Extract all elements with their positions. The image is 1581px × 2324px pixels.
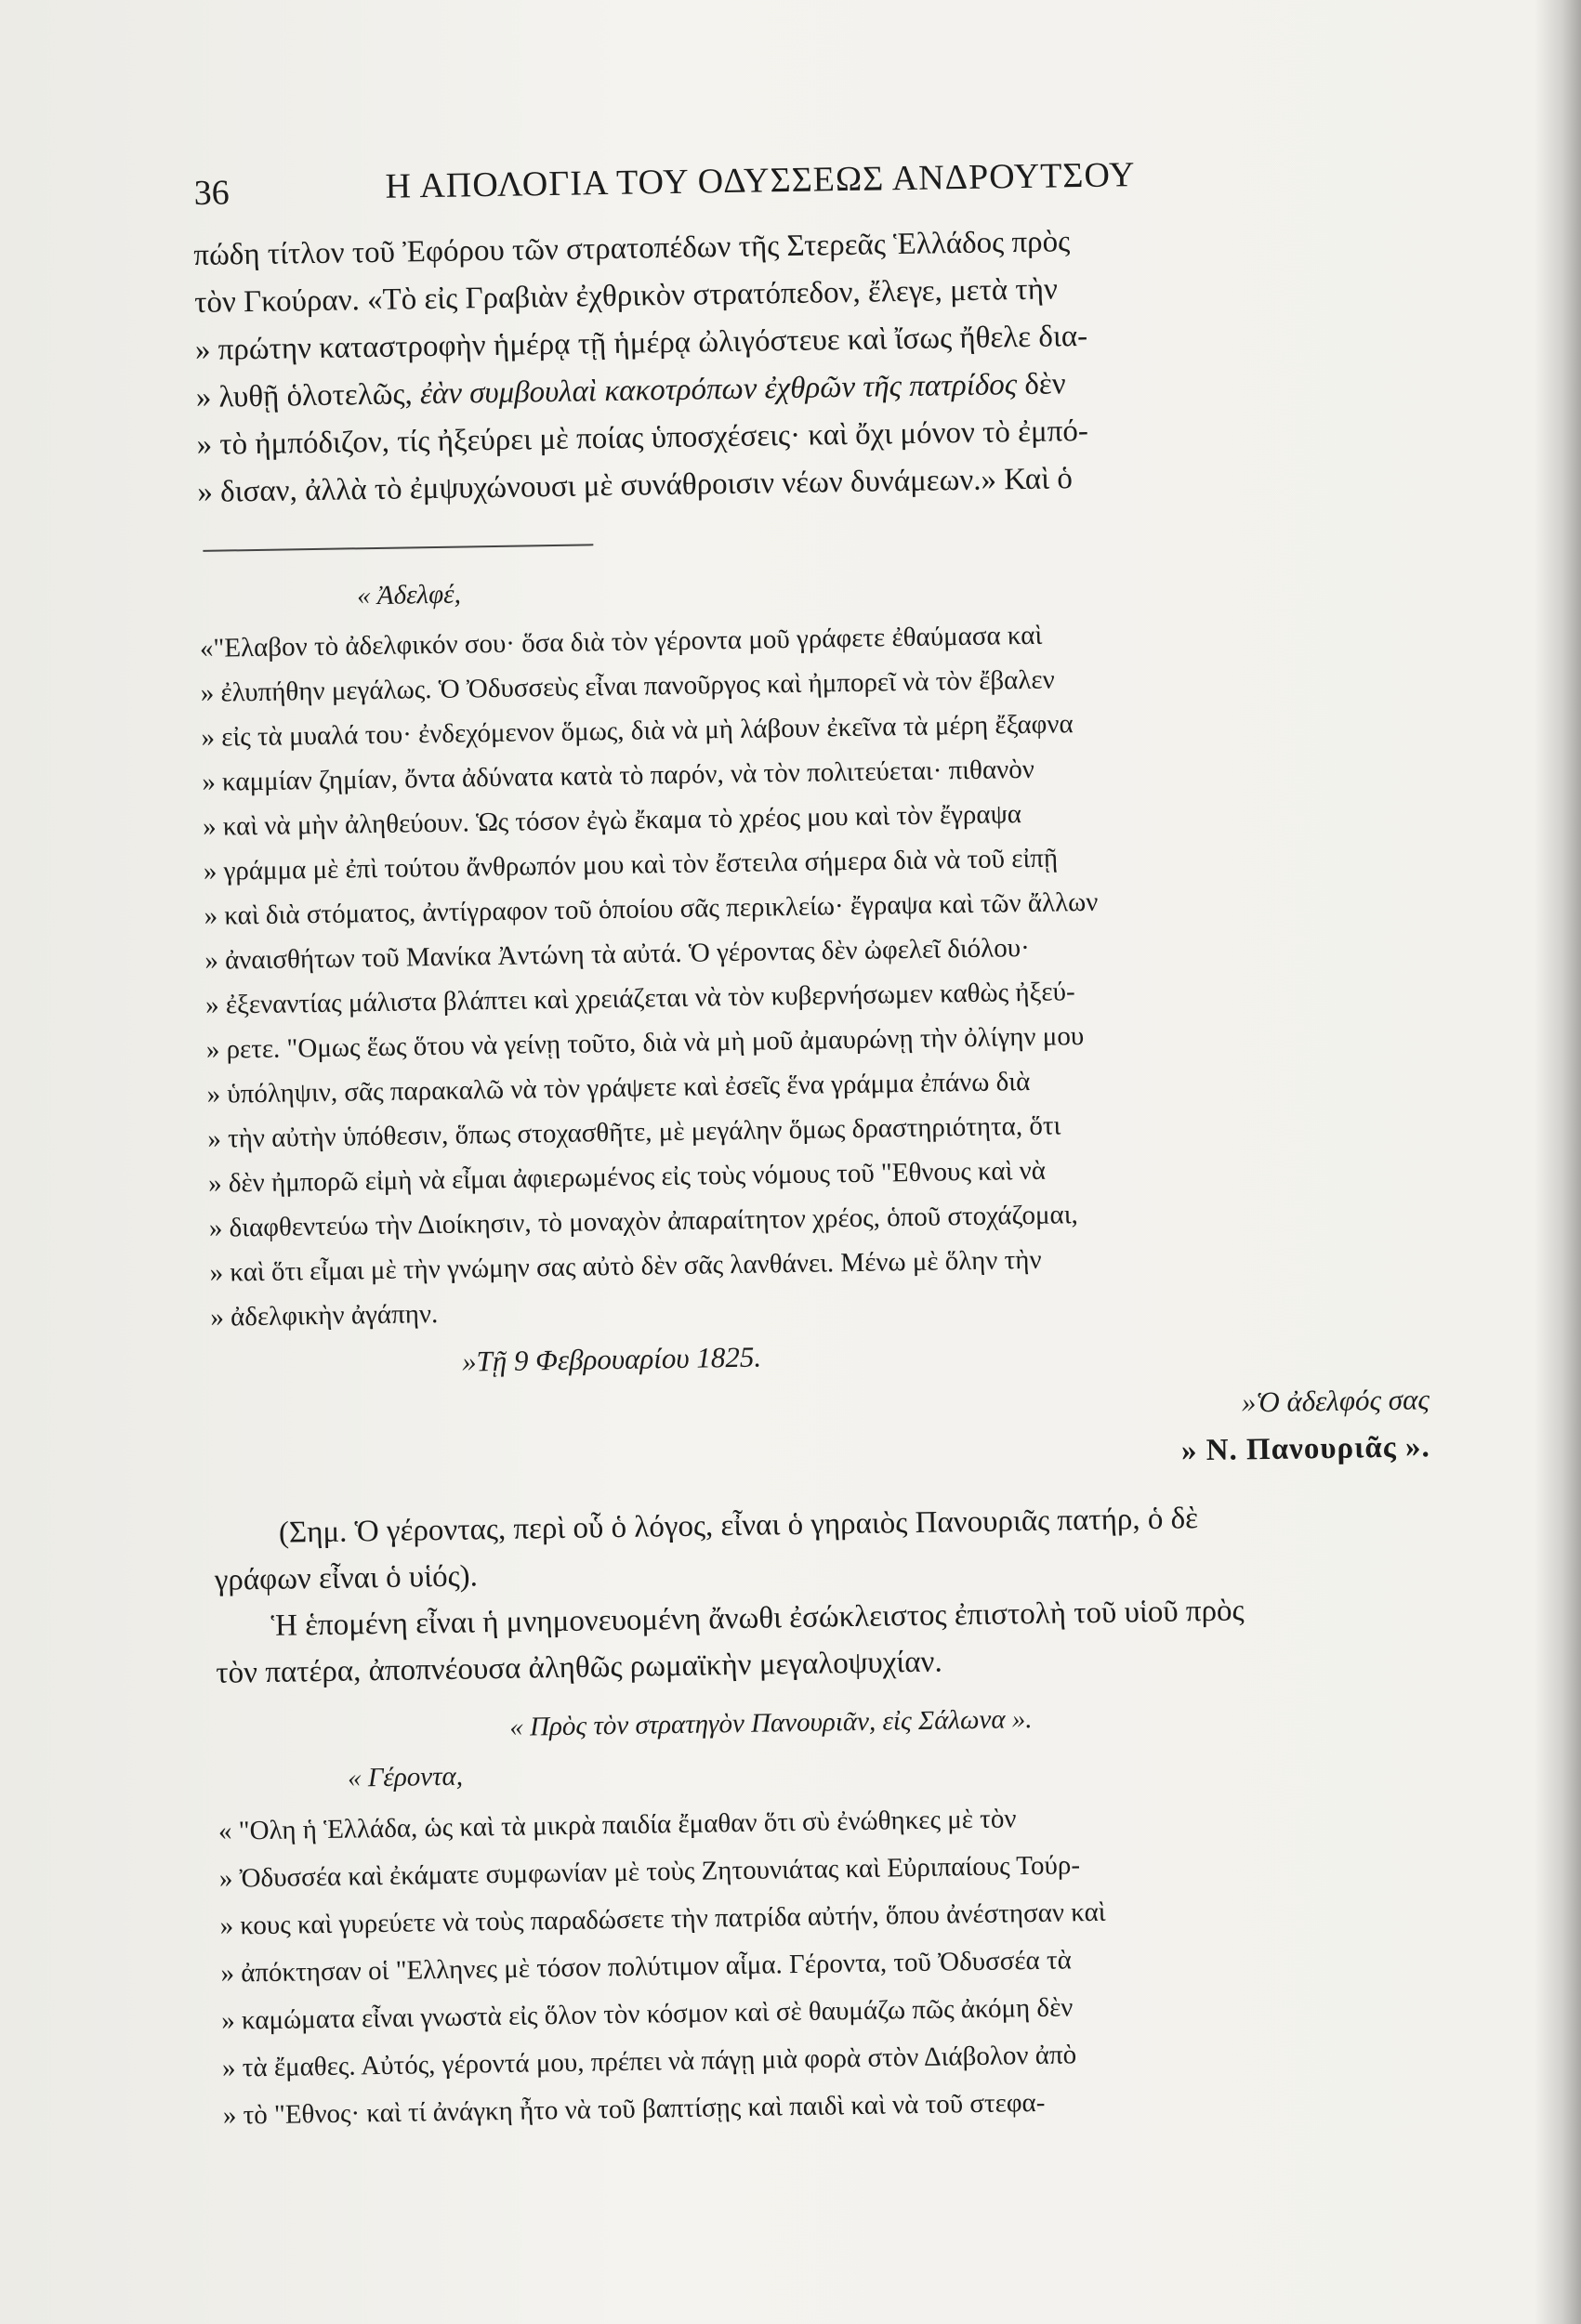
text-line: γράφων εἶναι ὁ υἱός). bbox=[214, 1559, 479, 1597]
letter-line: » τὴν αὐτὴν ὑπόθεσιν, ὅπως στοχασθῆτε, μὲ μεγάλην ὅμως δραστηριότητα, ὅτι bbox=[207, 1110, 1061, 1154]
letter1-body bbox=[200, 607, 1447, 1340]
page-body bbox=[193, 213, 1459, 2140]
text-line: » πρώτην καταστροφὴν ἡμέρᾳ τῇ ἡμέρᾳ ὠλιγόστευε καὶ ἴσως ἤθελε δια- bbox=[194, 319, 1088, 367]
letter-line: » δὲν ἠμπορῶ εἰμὴ νὰ εἶμαι ἀφιερωμένος εἰς τοὺς νόμους τοῦ "Εθνους καὶ νὰ bbox=[207, 1155, 1047, 1199]
letter1-signature: » Ν. Πανουριᾶς ». bbox=[1180, 1430, 1430, 1468]
letter-line: » καὶ ὅτι εἶμαι μὲ τὴν γνώμην σας αὐτὸ δὲν σᾶς λανθάνει. Μένω μὲ ὅλην τὴν bbox=[209, 1244, 1042, 1288]
letter-line: » ἀδελφικὴν ἀγάπην. bbox=[210, 1299, 439, 1333]
letter-line: » καμώματα εἶναι γνωστὰ εἰς ὅλον τὸν κόσμον καὶ σὲ θαυμάζω πῶς ἀκόμη δὲν bbox=[220, 1992, 1074, 2036]
letter2-body bbox=[218, 1789, 1459, 2140]
letter-line: » ὑπόληψιν, σᾶς παρακαλῶ νὰ τὸν γράψετε καὶ ἐσεῖς ἕνα γράμμα ἐπάνω διὰ bbox=[206, 1066, 1031, 1109]
page-number: 36 bbox=[193, 173, 230, 213]
letter-line: » Ὀδυσσέα καὶ ἐκάματε συμφωνίαν μὲ τοὺς Ζητουνιάτας καὶ Εὐριπαίους Τούρ- bbox=[218, 1850, 1081, 1894]
page-header bbox=[193, 136, 1477, 212]
letter-line: » τὸ "Εθνος· καὶ τί ἀνάγκη ἦτο νὰ τοῦ βαπτίσῃς καὶ παιδὶ καὶ νὰ τοῦ στεφα- bbox=[222, 2087, 1046, 2131]
letter-line: «"Ελαβον τὸ ἀδελφικόν σου· ὅσα διὰ τὸν γέροντα μοῦ γράφετε ἐθαύμασα καὶ bbox=[199, 620, 1043, 663]
letter1-closing: »Ὁ ἀδελφός σας bbox=[1241, 1383, 1430, 1419]
letter-line: » καμμίαν ζημίαν, ὄντα ἀδύνατα κατὰ τὸ παρόν, νὰ τὸν πολιτεύεται· πιθανὸν bbox=[202, 754, 1035, 797]
text-span: δὲν bbox=[1016, 367, 1066, 402]
letter1-salutation: « Ἀδελφέ, bbox=[356, 579, 462, 611]
letter-line: « "Ολη ἡ Ἑλλάδα, ὡς καὶ τὰ μικρὰ παιδία ἔμαθαν ὅτι σὺ ἐνώθηκες μὲ τὸν bbox=[217, 1804, 1017, 1846]
text-span: » λυθῇ ὁλοτελῶς, bbox=[195, 377, 421, 414]
emphasized-phrase: ἐὰν συμβουλαὶ κακοτρόπων ἐχθρῶν τῆς πατρίδος bbox=[419, 368, 1018, 412]
letter-line: » κους καὶ γυρεύετε νὰ τοὺς παραδώσετε τὴν πατρίδα αὐτήν, ὅπου ἀνέστησαν καὶ bbox=[219, 1897, 1106, 1941]
letter-line: » εἰς τὰ μυαλά του· ἐνδεχόμενον ὅμως, διὰ νὰ μὴ λάβουν ἐκεῖνα τὰ μέρη ἔξαφνα bbox=[201, 709, 1074, 753]
running-title: Η ΑΠΟΛΟΓΙΑ ΤΟΥ ΟΔΥΣΣΕΩΣ ΑΝΔΡΟΥΤΣΟΥ bbox=[385, 155, 1136, 206]
text-line: Ἡ ἑπομένη εἶναι ἡ μνημονευομένη ἄνωθι ἐσώκλειστος ἐπιστολὴ τοῦ υἱοῦ πρὸς bbox=[270, 1594, 1245, 1643]
text-line: τὸν πατέρα, ἀποπνέουσα ἀληθῶς ρωμαϊκὴν μεγαλοψυχίαν. bbox=[216, 1645, 942, 1690]
letter-line: » τὰ ἔμαθες. Αὐτός, γέροντά μου, πρέπει νὰ πάγῃ μιὰ φορὰ στὸν Διάβολον ἀπὸ bbox=[221, 2040, 1077, 2083]
letter-line: » ἐξεναντίας μάλιστα βλάπτει καὶ χρειάζεται νὰ τὸν κυβερνήσωμεν καθὼς ἠξεύ- bbox=[204, 977, 1075, 1020]
section-divider bbox=[203, 544, 593, 552]
text-line: τὸν Γκούραν. «Τὸ εἰς Γραβιὰν ἐχθρικὸν στρατόπεδον, ἔλεγε, μετὰ τὴν bbox=[193, 272, 1059, 320]
text-line: πώδη τίτλον τοῦ Ἐφόρου τῶν στρατοπέδων τῆς Στερεᾶς Ἑλλάδος πρὸς bbox=[193, 225, 1071, 272]
text-line: » τὸ ἠμπόδιζον, τίς ἠξεύρει μὲ ποίας ὑποσχέσεις· καὶ ὄχι μόνον τὸ ἐμπό- bbox=[196, 414, 1089, 462]
editor-note bbox=[214, 1491, 1453, 1697]
letter1-date: »Τῇ 9 Φεβρουαρίου 1825. bbox=[461, 1340, 762, 1378]
opening-paragraph bbox=[193, 213, 1434, 517]
letter-line: » καὶ νὰ μὴν ἀληθεύουν. Ὡς τόσον ἐγὼ ἔκαμα τὸ χρέος μου καὶ τὸν ἔγραψα bbox=[202, 799, 1022, 842]
letter-line: » ἀναισθήτων τοῦ Μανίκα Ἀντώνη τὰ αὐτά. Ὁ γέροντας δὲν ὠφελεῖ διόλου· bbox=[204, 932, 1030, 976]
page-binding-shadow bbox=[1535, 0, 1581, 2324]
text-line: » δισαν, ἀλλὰ τὸ ἐμψυχώνουσι μὲ συνάθροισιν νέων δυνάμεων.» Καὶ ὁ bbox=[197, 462, 1074, 509]
letter-line: » διαφθεντεύω τὴν Διοίκησιν, τὸ μοναχὸν ἀπαραίτητον χρέος, ὁποῦ στοχάζομαι, bbox=[208, 1200, 1079, 1243]
letter-line: » ρετε. "Ομως ἕως ὅτου νὰ γείνῃ τοῦτο, διὰ νὰ μὴ μοῦ ἀμαυρώνῃ τὴν ὀλίγην μου bbox=[205, 1021, 1085, 1065]
letter-line: » ἐλυπήθην μεγάλως. Ὁ Ὀδυσσεὺς εἶναι πανοῦργος καὶ ἠμπορεῖ νὰ τὸν ἔβαλεν bbox=[200, 664, 1055, 708]
letter2-salutation: « Γέροντα, bbox=[347, 1761, 464, 1793]
letter-line: » ἀπόκτησαν οἱ "Ελληνες μὲ τόσον πολύτιμον αἷμα. Γέροντα, τοῦ Ὀδυσσέα τὰ bbox=[220, 1945, 1073, 1989]
letter2-heading: « Πρὸς τὸν στρατηγὸν Πανουριᾶν, εἰς Σάλωνα ». bbox=[509, 1704, 1033, 1742]
letter-line: » καὶ διὰ στόματος, ἀντίγραφον τοῦ ὁποίου σᾶς περικλείω· ἔγραψα καὶ τῶν ἄλλων bbox=[204, 886, 1099, 931]
text-line: (Σημ. Ὁ γέροντας, περὶ οὗ ὁ λόγος, εἶναι ὁ γηραιὸς Πανουριᾶς πατήρ, ὁ δὲ bbox=[278, 1502, 1199, 1550]
letter-line: » γράμμα μὲ ἐπὶ τούτου ἄνθρωπόν μου καὶ τὸν ἔστειλα σήμερα διὰ νὰ τοῦ εἰπῇ bbox=[203, 843, 1059, 886]
